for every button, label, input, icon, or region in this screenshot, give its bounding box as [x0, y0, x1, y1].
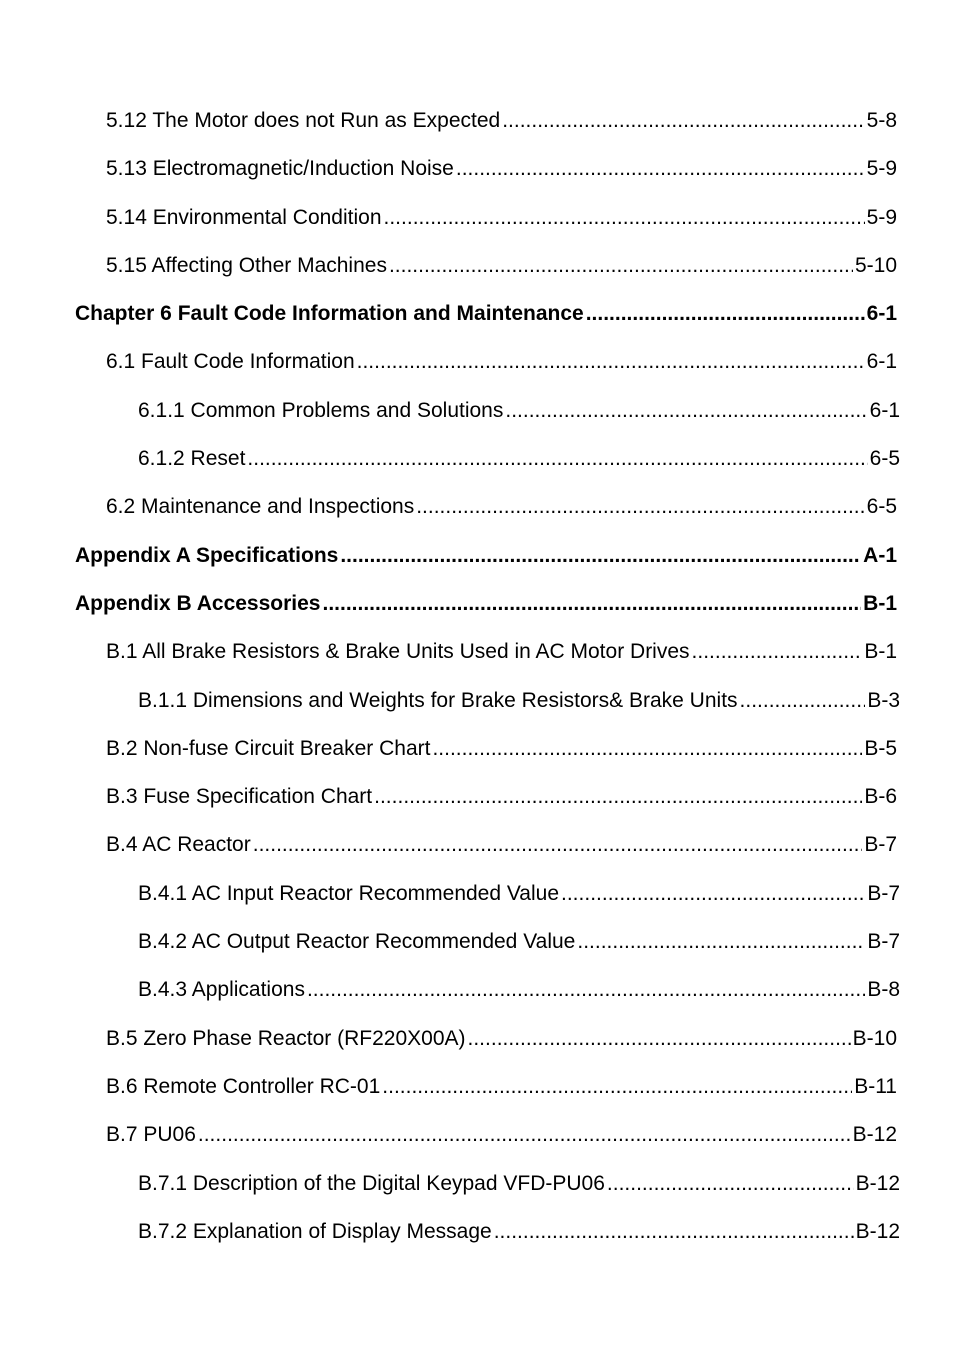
toc-entry-title: 6.1.2 Reset [138, 447, 246, 471]
toc-entry-title: B.1 All Brake Resistors & Brake Units Used in AC Motor Drives [106, 640, 690, 664]
toc-leader-dots [198, 1122, 851, 1148]
toc-entry-page: 6-5 [869, 447, 900, 471]
toc-entry[interactable] [0, 108, 954, 156]
toc-entry-title: B.4.3 Applications [138, 978, 305, 1002]
toc-leader-dots [340, 543, 861, 569]
toc-entry-title: B.6 Remote Controller RC-01 [106, 1074, 381, 1098]
table-of-contents [0, 108, 954, 1267]
toc-entry-page: B-7 [867, 930, 900, 954]
toc-leader-dots [502, 108, 864, 134]
toc-entry-page: 6-1 [869, 398, 900, 422]
toc-entry-title: B.4.2 AC Output Reactor Recommended Value [138, 930, 576, 954]
toc-leader-dots [494, 1219, 854, 1245]
toc-subentry[interactable] [0, 977, 954, 1025]
toc-entry-page: 5-9 [866, 157, 897, 181]
toc-leader-dots [607, 1171, 854, 1197]
toc-leader-dots [357, 349, 865, 375]
toc-subentry[interactable] [0, 688, 954, 736]
toc-entry-page: B-6 [864, 785, 897, 809]
toc-entry[interactable] [0, 832, 954, 880]
toc-entry-page: B-1 [864, 640, 897, 664]
toc-entry-page: B-12 [855, 1171, 900, 1195]
toc-subentry[interactable] [0, 881, 954, 929]
toc-leader-dots [468, 1026, 851, 1052]
toc-entry[interactable] [0, 205, 954, 253]
toc-entry-page: 5-10 [854, 253, 897, 277]
toc-entry-page: B-8 [867, 978, 900, 1002]
toc-entry[interactable] [0, 736, 954, 784]
toc-leader-dots [389, 253, 853, 279]
toc-entry-title: 5.15 Affecting Other Machines [106, 253, 387, 277]
toc-entry-title: B.7 PU06 [106, 1123, 196, 1147]
toc-entry-title: B.5 Zero Phase Reactor (RF220X00A) [106, 1026, 466, 1050]
toc-entry-title: B.4.1 AC Input Reactor Recommended Value [138, 881, 560, 905]
toc-entry-page: B-5 [864, 736, 897, 760]
toc-entry-page: B-12 [852, 1123, 897, 1147]
toc-entry-title: Appendix B Accessories [75, 591, 321, 615]
toc-subentry[interactable] [0, 1171, 954, 1219]
toc-entry[interactable] [0, 253, 954, 301]
toc-entry-title: B.7.1 Description of the Digital Keypad VFD-PU06 [138, 1171, 605, 1195]
toc-leader-dots [561, 881, 865, 907]
toc-entry-title: 5.13 Electromagnetic/Induction Noise [106, 157, 454, 181]
toc-entry-page: 6-5 [866, 495, 897, 519]
toc-appendix-entry[interactable] [0, 543, 954, 591]
toc-entry-title: B.7.2 Explanation of Display Message [138, 1219, 492, 1243]
toc-leader-dots [505, 398, 867, 424]
toc-entry[interactable] [0, 1074, 954, 1122]
toc-leader-dots [307, 977, 865, 1003]
toc-entry[interactable] [0, 1026, 954, 1074]
toc-leader-dots [586, 301, 865, 327]
toc-entry[interactable] [0, 156, 954, 204]
toc-entry-page: 6-1 [866, 302, 897, 326]
toc-entry[interactable] [0, 494, 954, 542]
toc-entry-title: B.2 Non-fuse Circuit Breaker Chart [106, 736, 431, 760]
toc-leader-dots [382, 1074, 852, 1100]
toc-leader-dots [692, 639, 863, 665]
toc-leader-dots [740, 688, 866, 714]
toc-entry-title: B.3 Fuse Specification Chart [106, 785, 373, 809]
toc-entry-title: B.1.1 Dimensions and Weights for Brake Resistors& Brake Units [138, 688, 738, 712]
toc-entry[interactable] [0, 639, 954, 687]
toc-leader-dots [432, 736, 862, 762]
toc-entry-title: 5.14 Environmental Condition [106, 205, 382, 229]
toc-entry-title: B.4 AC Reactor [106, 833, 251, 857]
toc-leader-dots [456, 156, 865, 182]
toc-leader-dots [247, 446, 867, 472]
toc-entry-title: 6.2 Maintenance and Inspections [106, 495, 415, 519]
toc-entry[interactable] [0, 784, 954, 832]
toc-entry-page: B-10 [852, 1026, 897, 1050]
toc-entry-page: B-3 [867, 688, 900, 712]
toc-entry-page: B-7 [864, 833, 897, 857]
toc-entry-page: 5-9 [866, 205, 897, 229]
toc-entry-page: B-12 [855, 1219, 900, 1243]
toc-entry-title: 6.1 Fault Code Information [106, 350, 355, 374]
toc-entry-title: Appendix A Specifications [75, 543, 339, 567]
toc-leader-dots [416, 494, 864, 520]
toc-entry-page: B-7 [867, 881, 900, 905]
toc-leader-dots [374, 784, 862, 810]
toc-chapter-entry[interactable] [0, 301, 954, 349]
toc-entry-title: 6.1.1 Common Problems and Solutions [138, 398, 504, 422]
toc-entry-page: 5-8 [866, 109, 897, 132]
toc-entry-page: B-1 [863, 591, 897, 615]
toc-leader-dots [253, 832, 863, 858]
toc-subentry[interactable] [0, 929, 954, 977]
toc-entry-title: 5.12 The Motor does not Run as Expected [106, 109, 501, 132]
toc-subentry[interactable] [0, 446, 954, 494]
toc-leader-dots [577, 929, 865, 955]
toc-appendix-entry[interactable] [0, 591, 954, 639]
toc-entry[interactable] [0, 349, 954, 397]
toc-entry-page: 6-1 [866, 350, 897, 374]
toc-entry-title: Chapter 6 Fault Code Information and Maintenance [75, 302, 584, 326]
toc-leader-dots [322, 591, 861, 617]
toc-leader-dots [384, 205, 865, 231]
toc-entry-page: A-1 [863, 543, 897, 567]
toc-subentry[interactable] [0, 398, 954, 446]
toc-entry-page: B-11 [854, 1074, 897, 1098]
toc-entry[interactable] [0, 1122, 954, 1170]
toc-subentry[interactable] [0, 1219, 954, 1267]
